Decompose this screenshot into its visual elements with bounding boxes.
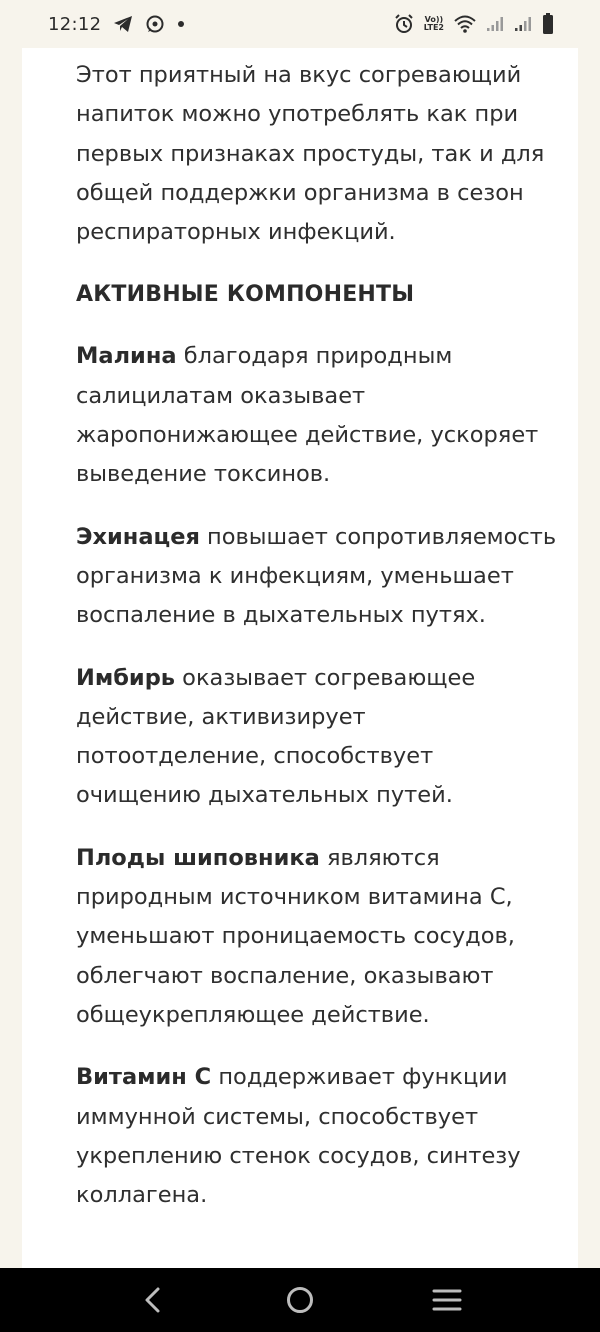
back-icon: [141, 1286, 165, 1314]
whatsapp-icon: [145, 14, 165, 34]
home-button[interactable]: [270, 1270, 330, 1330]
recents-button[interactable]: [417, 1270, 477, 1330]
status-right: [394, 13, 554, 35]
status-left: [48, 14, 185, 35]
dot-icon: [177, 20, 185, 28]
component-paragraph: [76, 518, 558, 636]
alarm-icon: [394, 14, 414, 34]
component-paragraph: [76, 337, 558, 494]
component-paragraph: [76, 839, 558, 1035]
signal-icon-2: [514, 16, 532, 32]
component-name: Витамин С: [76, 1064, 212, 1091]
intro-paragraph: Этот приятный на вкус согревающий напиток можно употреблять как при первых признаках простуды, так и для общей поддержки организма в сезон респираторных инфекций.: [76, 62, 545, 246]
component-paragraph: [76, 659, 558, 816]
battery-icon: [542, 13, 554, 35]
status-time: 12:12: [48, 13, 102, 35]
component-text: поддерживает функции иммунной системы, способствует укреплению стенок сосудов, синтезу коллагена.: [76, 1064, 521, 1209]
article-content: [22, 48, 578, 1268]
signal-icon: [486, 16, 504, 32]
volte-bottom: LTE2: [423, 23, 444, 32]
component-text: повышает сопротивляемость организма к инфекциям, уменьшает воспаление в дыхательных путях.: [76, 523, 557, 629]
section-heading: АКТИВНЫЕ КОМПОНЕНТЫ: [76, 282, 415, 308]
component-name: Плоды шиповника: [76, 844, 320, 871]
component-text: являются природным источником витамина С, уменьшают проницаемость сосудов, облегчают воспаление, оказывают общеукрепляющее действие.: [76, 844, 515, 1028]
component-text: благодаря природным салицилатам оказывает жаропонижающее действие, ускоряет выведение токсинов.: [76, 343, 539, 488]
back-button[interactable]: [123, 1270, 183, 1330]
volte-top: Vo)): [424, 15, 444, 24]
wifi-icon: [454, 15, 476, 33]
recents-icon: [432, 1288, 462, 1312]
volte-icon: [424, 16, 444, 32]
navigation-bar: [0, 1268, 600, 1332]
component-paragraph: [76, 1058, 558, 1215]
component-name: Имбирь: [76, 664, 176, 691]
component-name: Эхинацея: [76, 523, 200, 550]
status-bar: [0, 0, 600, 48]
home-icon: [285, 1285, 315, 1315]
component-name: Малина: [76, 343, 177, 370]
telegram-icon: [113, 15, 133, 33]
component-text: оказывает согревающее действие, активизирует потоотделение, способствует очищению дыхательных путей.: [76, 664, 476, 809]
